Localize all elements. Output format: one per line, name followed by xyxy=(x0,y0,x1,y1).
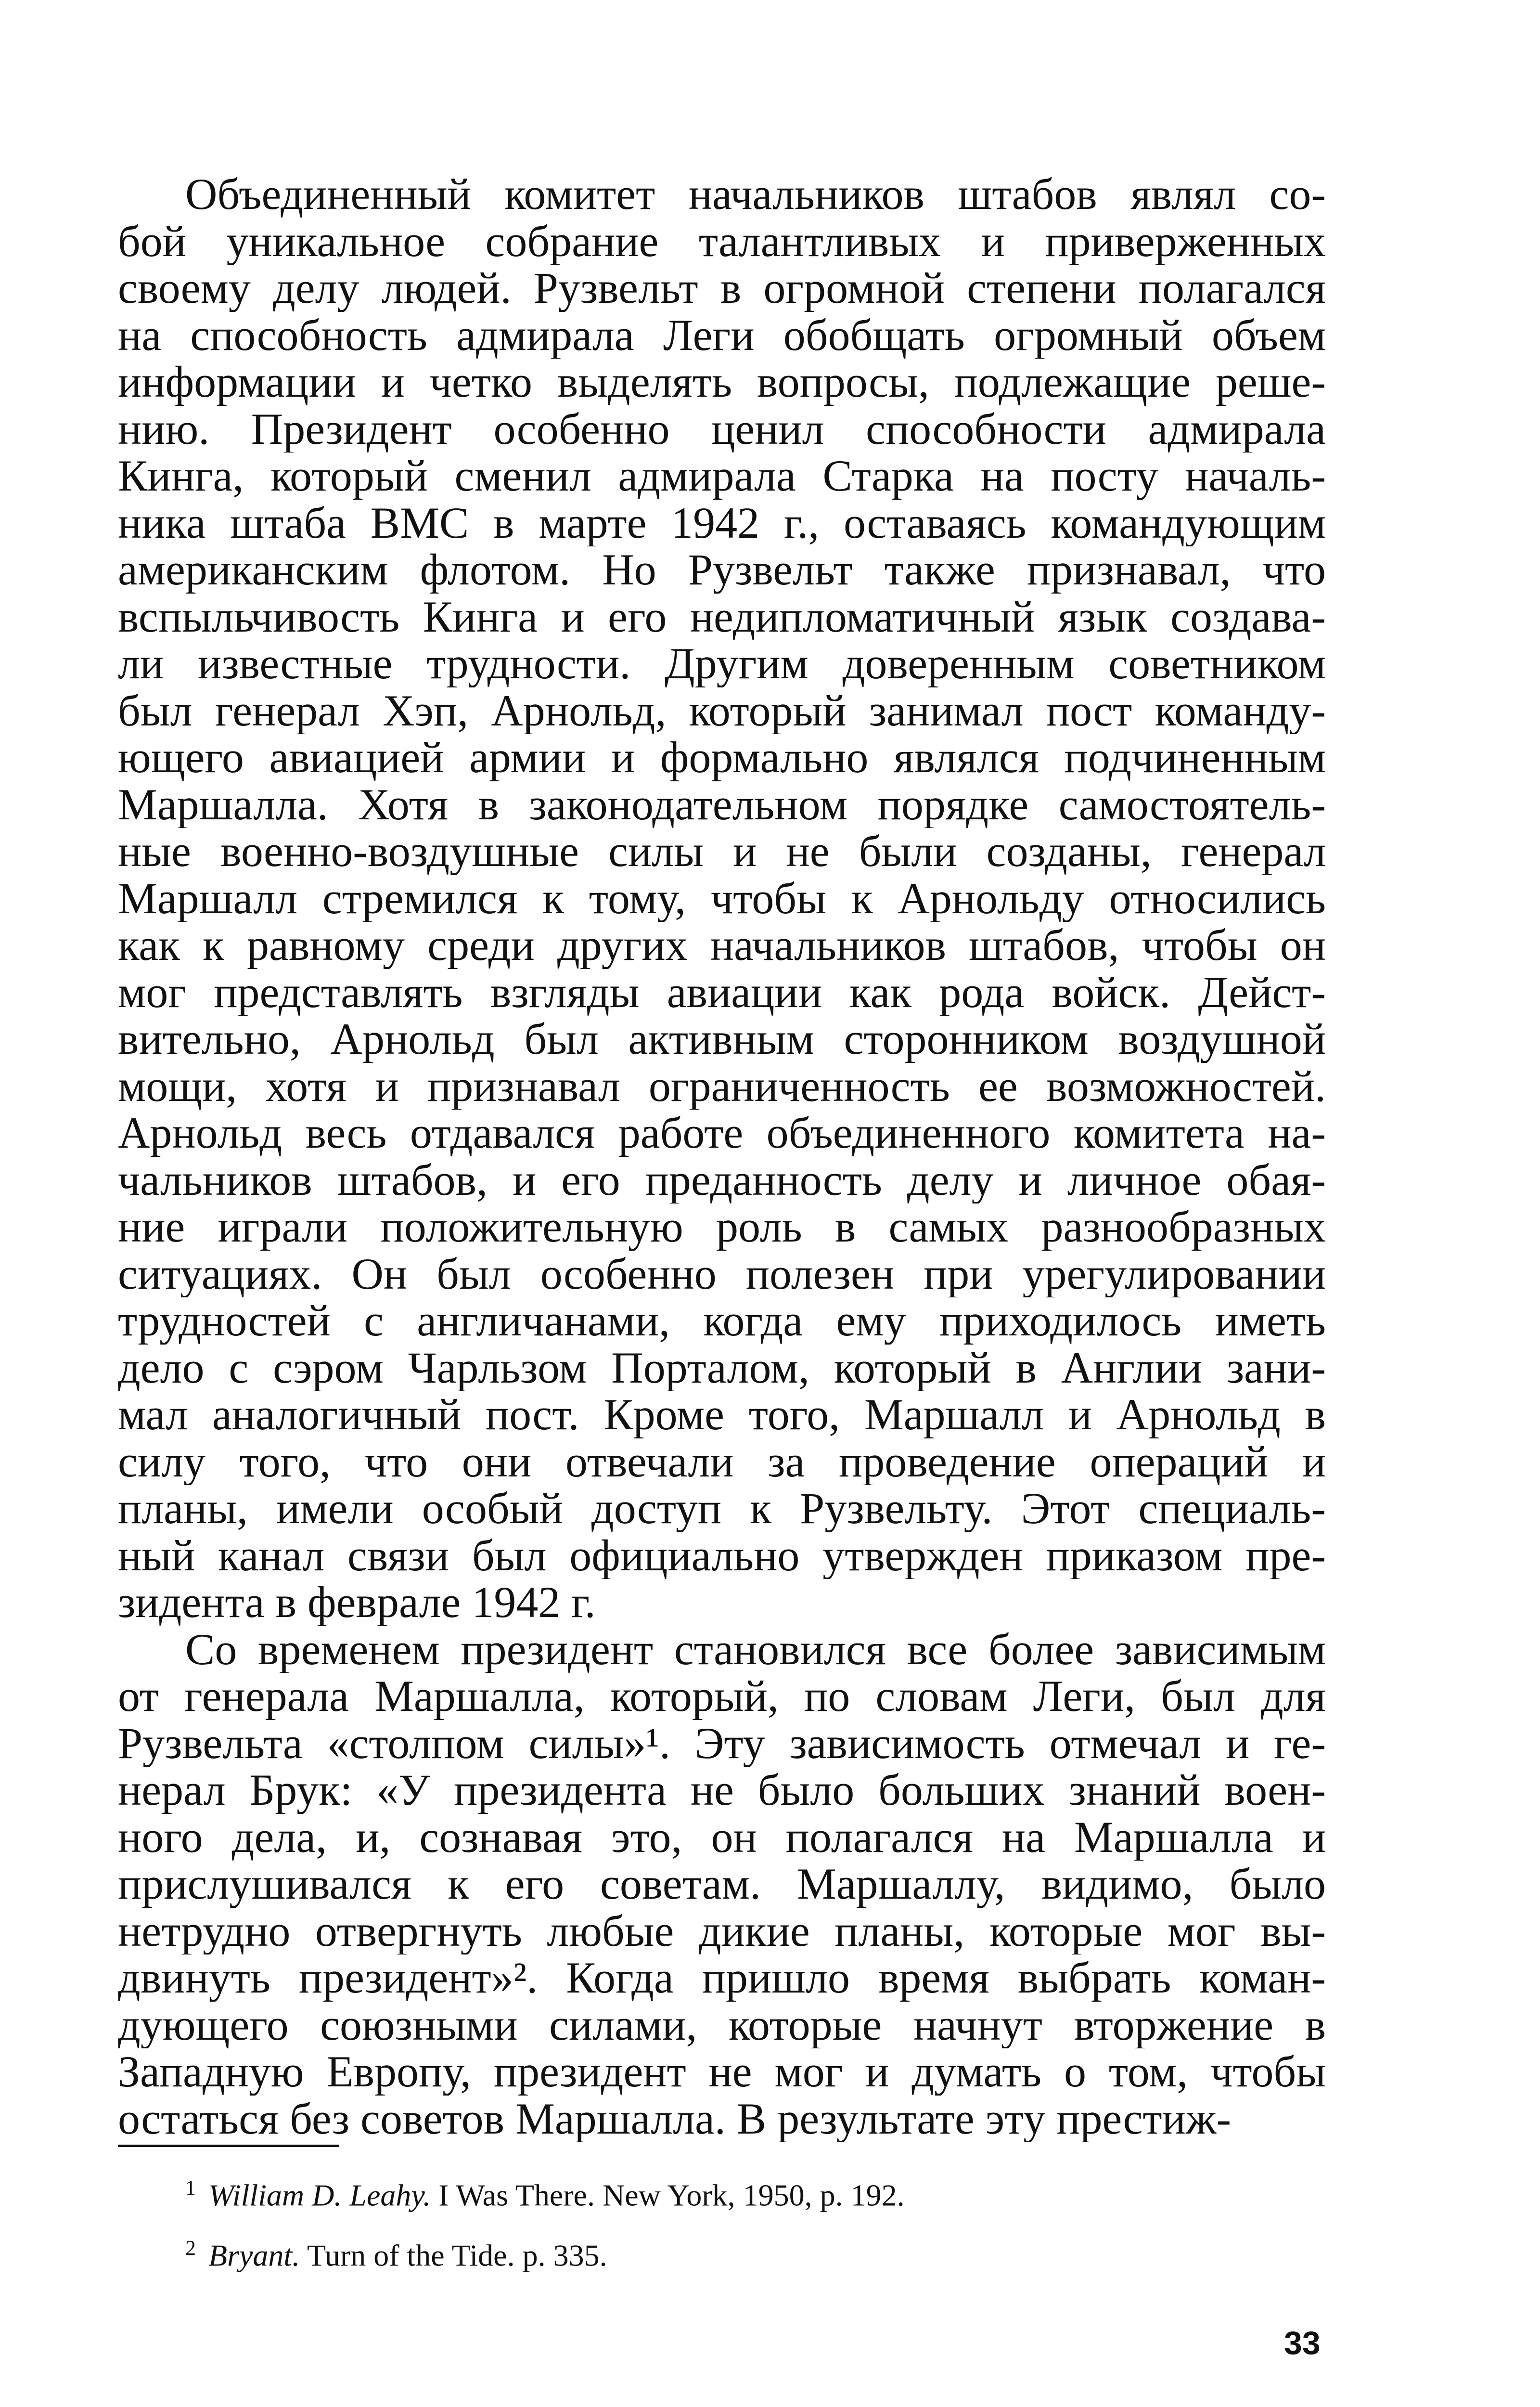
text-line: ника штаба ВМС в марте 1942 г., оставаясь командующим xyxy=(118,499,1326,546)
text-line: ли известные трудности. Другим доверенным советником xyxy=(118,640,1326,687)
footnote-separator xyxy=(118,2145,339,2147)
footnote-number: 2 xyxy=(185,2236,196,2260)
text-line: Объединенный комитет начальников штабов являл со- xyxy=(185,171,1326,218)
text-line: нетрудно отвергнуть любые дикие планы, которые мог вы- xyxy=(118,1907,1326,1954)
text-line: нию. Президент особенно ценил способности адмирала xyxy=(118,405,1326,453)
text-line: чальников штабов, и его преданность делу и личное обая- xyxy=(118,1156,1326,1204)
main-text xyxy=(118,171,1326,2142)
text-line: дующего союзными силами, которые начнут вторжение в xyxy=(118,2001,1326,2048)
page-body xyxy=(118,171,1326,2142)
text-line: был генерал Хэп, Арнольд, который занимал пост команду- xyxy=(118,687,1326,734)
text-line: вспыльчивость Кинга и его недипломатичный язык создава- xyxy=(118,593,1326,640)
text-line: силу того, что они отвечали за проведение операций и xyxy=(118,1438,1326,1485)
text-line: нерал Брук: «У президента не было больших знаний воен- xyxy=(118,1767,1326,1814)
text-line: своему делу людей. Рузвельт в огромной степени полагался xyxy=(118,265,1326,312)
text-line: прислушивался к его советам. Маршаллу, видимо, было xyxy=(118,1861,1326,1908)
text-line: дело с сэром Чарльзом Порталом, который в Англии зани- xyxy=(118,1344,1326,1391)
text-line: трудностей с англичанами, когда ему приходилось иметь xyxy=(118,1297,1326,1345)
footnote-author: William D. Leahy. xyxy=(208,2178,431,2213)
text-line: вительно, Арнольд был активным сторонником воздушной xyxy=(118,1016,1326,1063)
text-line: бой уникальное собрание талантливых и приверженных xyxy=(118,218,1326,265)
footnote-text: Turn of the Tide. p. 335. xyxy=(300,2238,607,2273)
text-line: планы, имели особый доступ к Рузвельту. Этот специаль- xyxy=(118,1485,1326,1532)
footnote-text: I Was There. New York, 1950, p. 192. xyxy=(431,2178,905,2213)
paragraph-1 xyxy=(118,171,1326,1626)
text-line: Со временем президент становился все более зависимым xyxy=(185,1626,1326,1673)
text-line: ние играли положительную роль в самых разнообразных xyxy=(118,1204,1326,1251)
text-line: двинуть президент»². Когда пришло время выбрать коман- xyxy=(118,1954,1326,2002)
text-line: Арнольд весь отдавался работе объединенного комитета на- xyxy=(118,1110,1326,1157)
text-line: ситуациях. Он был особенно полезен при урегулировании xyxy=(118,1250,1326,1297)
paragraph-2 xyxy=(118,1626,1326,2143)
text-line: мал аналогичный пост. Кроме того, Маршалл и Арнольд в xyxy=(118,1391,1326,1438)
text-line: американским флотом. Но Рузвельт также признавал, что xyxy=(118,546,1326,594)
text-line: Кинга, который сменил адмирала Старка на посту началь- xyxy=(118,453,1326,500)
text-line: Маршалла. Хотя в законодательном порядке самостоятель- xyxy=(118,781,1326,828)
text-line: мощи, хотя и признавал ограниченность ее возможностей. xyxy=(118,1062,1326,1110)
text-line: Маршалл стремился к тому, чтобы к Арнольду относились xyxy=(118,875,1326,922)
text-line: Рузвельта «столпом силы»¹. Эту зависимость отмечал и ге- xyxy=(118,1720,1326,1767)
footnote-author: Bryant. xyxy=(208,2238,300,2273)
text-line: мог представлять взгляды авиации как рода войск. Дейст- xyxy=(118,969,1326,1016)
text-line: ные военно-воздушные силы и не были созданы, генерал xyxy=(118,828,1326,875)
footnote-number: 1 xyxy=(185,2176,196,2200)
footnote-1 xyxy=(185,2161,1292,2222)
text-line: информации и четко выделять вопросы, подлежащие реше- xyxy=(118,359,1326,406)
text-line: Западную Европу, президент не мог и думать о том, чтобы xyxy=(118,2048,1326,2096)
page-number: 33 xyxy=(1284,2325,1321,2361)
footnote-2 xyxy=(185,2222,1292,2282)
text-line: зидента в феврале 1942 г. xyxy=(118,1579,596,1626)
text-line: остаться без советов Маршалла. В результате эту престиж- xyxy=(118,2095,1232,2142)
text-line: ющего авиацией армии и формально являлся подчиненным xyxy=(118,734,1326,781)
text-line: ного дела, и, сознавая это, он полагался на Маршалла и xyxy=(118,1813,1326,1861)
text-line: как к равному среди других начальников штабов, чтобы он xyxy=(118,922,1326,969)
text-line: на способность адмирала Леги обобщать огромный объем xyxy=(118,311,1326,359)
text-line: от генерала Маршалла, который, по словам Леги, был для xyxy=(118,1673,1326,1720)
text-line: ный канал связи был официально утвержден приказом пре- xyxy=(118,1532,1326,1579)
footnotes xyxy=(185,2161,1292,2282)
